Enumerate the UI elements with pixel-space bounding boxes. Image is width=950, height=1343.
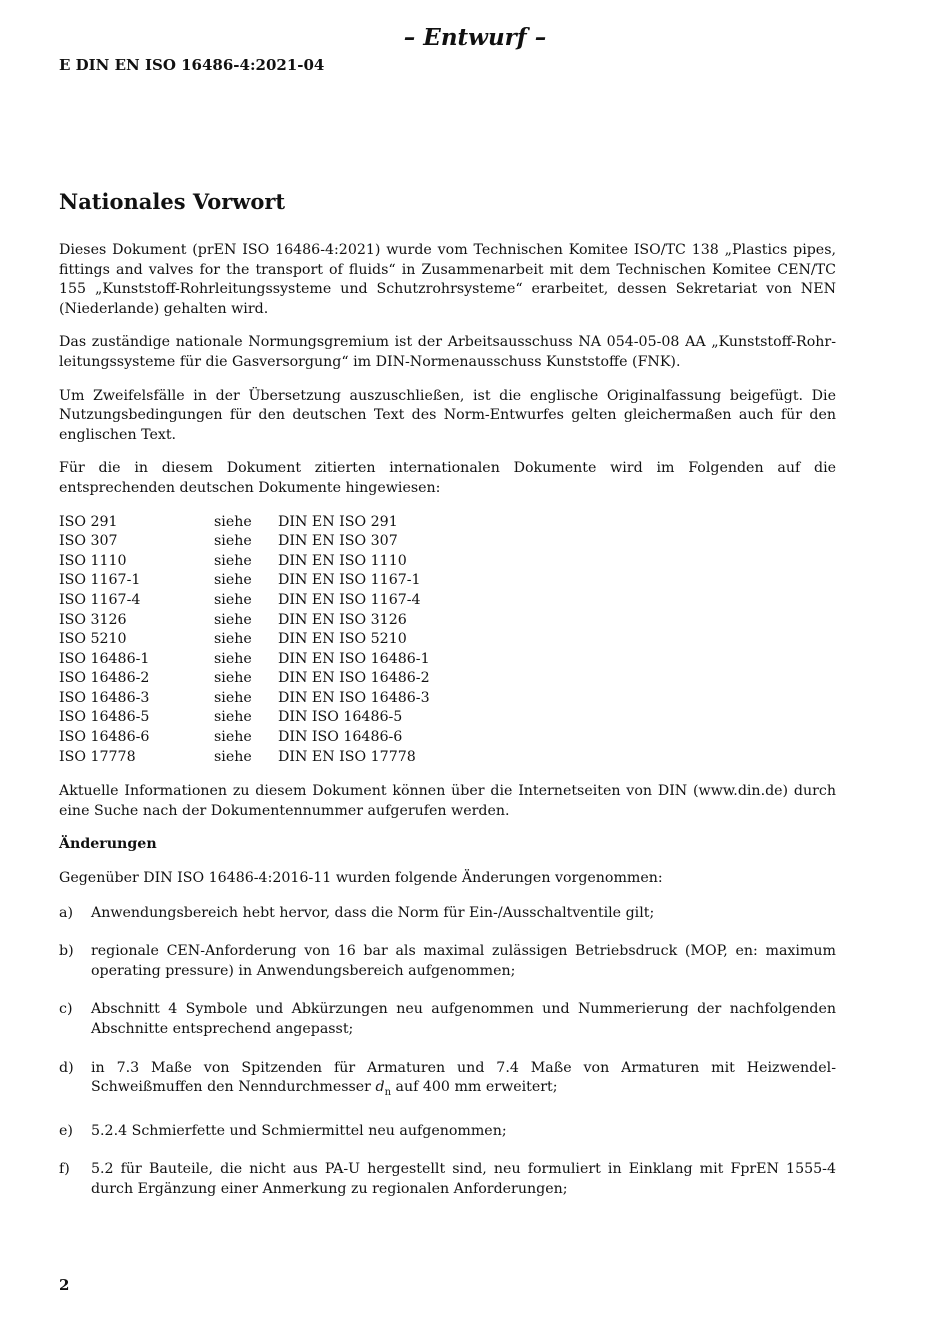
reference-iso: ISO 3126 — [59, 611, 127, 628]
reference-row — [59, 650, 430, 670]
reference-separator: siehe — [214, 709, 252, 726]
reference-din: DIN EN ISO 1167-1 — [278, 572, 421, 589]
paragraph: Um Zweifelsfälle in der Übersetzung auszuschließen, ist die englische Originalfassung beigefügt. Die Nutzungsbedingungen für den deutschen Text des Norm-Entwurfes gelten gleichermaßen auch für den englischen Text. — [59, 387, 836, 443]
reference-iso: ISO 16486-5 — [59, 709, 150, 726]
paragraph: Für die in diesem Dokument zitierten internationalen Dokumente wird im Folgenden auf die entsprechenden deutschen Dokumente hingewiesen: — [59, 460, 836, 496]
paragraph: Das zuständige nationale Normungsgremium ist der Arbeitsausschuss NA 054-05-08 AA „Kunststoff-Rohrleitungssysteme für die Gasversorgung“ im DIN-Normenausschuss Kunststoffe (FNK). — [59, 334, 836, 370]
reference-separator: siehe — [214, 572, 252, 589]
reference-row — [59, 611, 430, 631]
page-number: 2 — [59, 1276, 70, 1294]
reference-iso: ISO 307 — [59, 533, 118, 550]
reference-din: DIN ISO 16486-5 — [278, 709, 403, 726]
change-item-label: d) — [59, 1059, 74, 1076]
reference-iso: ISO 16486-3 — [59, 689, 150, 706]
reference-iso: ISO 17778 — [59, 748, 136, 765]
reference-separator: siehe — [214, 689, 252, 706]
reference-row — [59, 513, 430, 533]
reference-row — [59, 728, 430, 748]
reference-separator: siehe — [214, 552, 252, 569]
reference-row — [59, 630, 430, 650]
reference-row — [59, 571, 430, 591]
reference-iso: ISO 16486-6 — [59, 729, 150, 746]
reference-separator: siehe — [214, 631, 252, 648]
reference-iso: ISO 291 — [59, 513, 118, 530]
reference-din: DIN EN ISO 3126 — [278, 611, 407, 628]
reference-separator: siehe — [214, 533, 252, 550]
reference-din: DIN EN ISO 17778 — [278, 748, 416, 765]
reference-row — [59, 708, 430, 728]
reference-row — [59, 748, 430, 768]
change-item-label: e) — [59, 1122, 73, 1139]
reference-separator: siehe — [214, 748, 252, 765]
reference-row — [59, 552, 430, 572]
change-item-text: Abschnitt 4 Symbole und Abkürzungen neu aufgenommen und Nummerierung der nachfolgenden Abschnitte entsprechend angepasst; — [91, 1001, 836, 1037]
symbol-subscript: n — [384, 1087, 392, 1099]
reference-din: DIN EN ISO 16486-1 — [278, 650, 430, 667]
reference-separator: siehe — [214, 611, 252, 628]
reference-din: DIN EN ISO 1110 — [278, 552, 407, 569]
reference-iso: ISO 5210 — [59, 631, 127, 648]
change-item — [59, 1160, 836, 1199]
change-item — [59, 1000, 836, 1039]
change-item — [59, 942, 836, 981]
changes-heading: Änderungen — [59, 836, 157, 853]
change-item-label: c) — [59, 1001, 73, 1018]
changes-list — [59, 904, 836, 1200]
reference-separator: siehe — [214, 670, 252, 687]
paragraph: Dieses Dokument (prEN ISO 16486-4:2021) wurde vom Technischen Komitee ISO/TC 138 „Plastics pipes, fittings and valves for the transport of fluids“ in Zusammenarbeit mit dem Technischen Komitee CEN/TC 155 „Kunststoff-Rohrleitungssysteme und Schutzrohrsysteme“ erarbeitet, dessen Sekretariat von NEN (Niederlande) gehalten wird. — [59, 242, 836, 317]
draft-label: – Entwurf – — [403, 24, 547, 51]
change-item-text: 5.2.4 Schmierfette und Schmiermittel neu aufgenommen; — [91, 1122, 507, 1139]
reference-iso: ISO 1167-4 — [59, 591, 141, 608]
change-item — [59, 1122, 836, 1142]
reference-iso: ISO 1110 — [59, 552, 127, 569]
symbol-d: d — [375, 1079, 385, 1096]
change-item-text-part: in 7.3 Maße von Spitzenden für Armaturen und 7.4 Maße von Armaturen mit Heizwendel-Schweißmuffen den Nenndurchmesser — [91, 1059, 836, 1096]
reference-din: DIN EN ISO 16486-3 — [278, 689, 430, 706]
reference-iso: ISO 1167-1 — [59, 572, 141, 589]
reference-row — [59, 689, 430, 709]
reference-din: DIN EN ISO 5210 — [278, 631, 407, 648]
document-id: E DIN EN ISO 16486-4:2021-04 — [59, 56, 325, 74]
reference-table — [59, 513, 430, 768]
change-item-label: a) — [59, 904, 73, 921]
reference-din: DIN EN ISO 307 — [278, 533, 398, 550]
reference-din: DIN EN ISO 291 — [278, 513, 398, 530]
reference-din: DIN ISO 16486-6 — [278, 729, 403, 746]
reference-din: DIN EN ISO 16486-2 — [278, 670, 430, 687]
document-body — [59, 241, 836, 1218]
change-item — [59, 904, 836, 924]
reference-row — [59, 591, 430, 611]
change-item-text: Anwendungsbereich hebt hervor, dass die Norm für Ein-/Ausschaltventile gilt; — [91, 904, 655, 921]
section-title: Nationales Vorwort — [59, 189, 286, 214]
changes-intro: Gegenüber DIN ISO 16486-4:2016-11 wurden folgende Änderungen vorgenommen: — [59, 870, 663, 887]
reference-separator: siehe — [214, 513, 252, 530]
change-item-text — [91, 1059, 836, 1103]
reference-iso: ISO 16486-2 — [59, 670, 150, 687]
reference-din: DIN EN ISO 1167-4 — [278, 591, 421, 608]
change-item-text: 5.2 für Bauteile, die nicht aus PA-U hergestellt sind, neu formuliert in Einklang mit FprEN 1555-4 durch Ergänzung einer Anmerkung zu regionalen Anforderungen; — [91, 1161, 836, 1197]
change-item-label: f) — [59, 1161, 70, 1178]
reference-separator: siehe — [214, 729, 252, 746]
change-item-text-part: auf 400 mm erweitert; — [391, 1079, 558, 1096]
reference-row — [59, 532, 430, 552]
reference-separator: siehe — [214, 650, 252, 667]
reference-row — [59, 669, 430, 689]
change-item-text: regionale CEN-Anforderung von 16 bar als maximal zulässigen Betriebsdruck (MOP, en: maximum operating pressure) in Anwendungsbereich aufgenommen; — [91, 943, 836, 979]
reference-iso: ISO 16486-1 — [59, 650, 150, 667]
reference-separator: siehe — [214, 591, 252, 608]
change-item-label: b) — [59, 943, 74, 960]
change-item — [59, 1059, 836, 1103]
info-paragraph: Aktuelle Informationen zu diesem Dokument können über die Internetseiten von DIN (www.din.de) durch eine Suche nach der Dokumentennummer aufgerufen werden. — [59, 783, 836, 819]
